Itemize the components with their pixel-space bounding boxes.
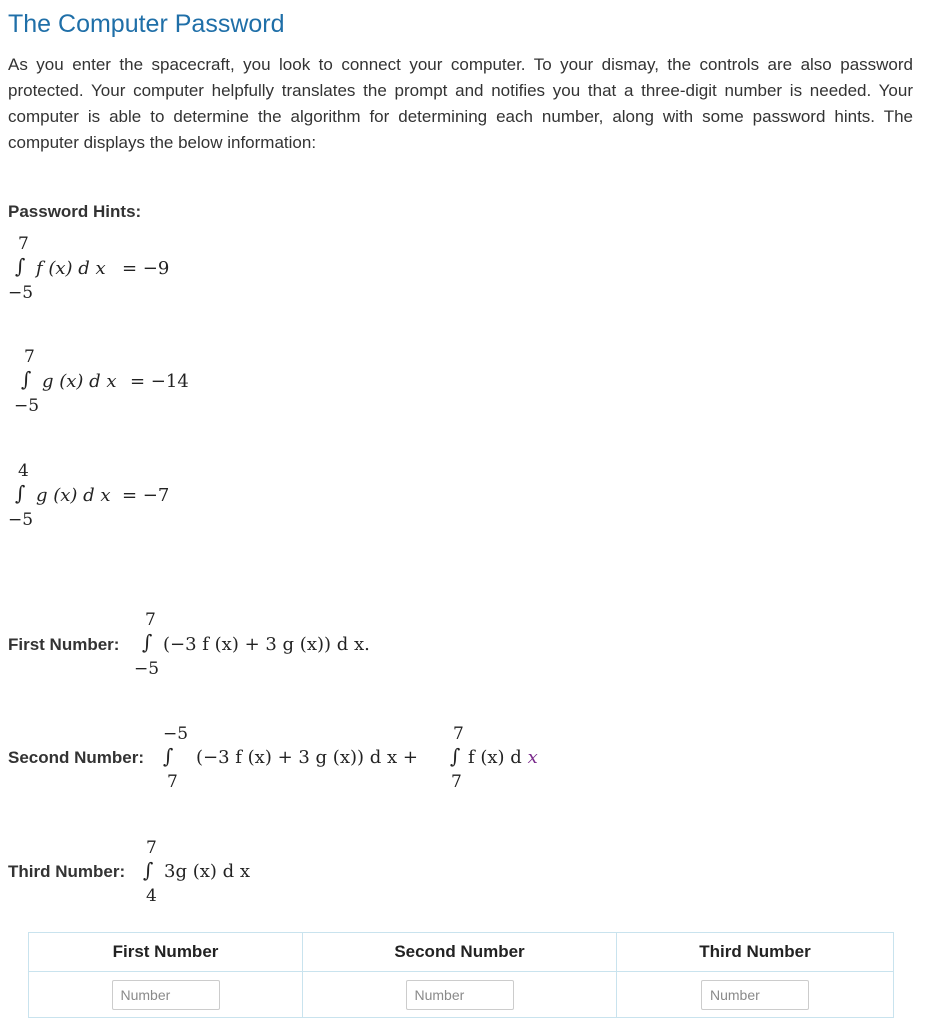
third-number-input[interactable]	[701, 980, 809, 1010]
upper-limit: 7	[24, 347, 35, 367]
second-number-expression: (−3 f (x) + 3 g (x)) d x +	[196, 747, 418, 768]
integrand: g (x) d x	[36, 485, 111, 506]
second-number-cell	[303, 972, 617, 1018]
lower-limit: −5	[14, 396, 40, 416]
integral-sign: ∫	[15, 481, 26, 505]
integral-sign: ∫	[21, 367, 32, 391]
first-number-cell	[29, 972, 303, 1018]
third-number-expression: 3g (x) d x	[164, 861, 251, 882]
hint-result: = −9	[122, 258, 170, 279]
header-first-number: First Number	[29, 933, 303, 972]
table-header-row	[29, 933, 894, 972]
header-second-number: Second Number	[303, 933, 617, 972]
upper-limit: 7	[145, 610, 156, 630]
third-number-label: Third Number:	[8, 862, 126, 881]
hints-label: Password Hints:	[8, 202, 142, 221]
hint-result: = −7	[122, 485, 170, 506]
first-number-expression: (−3 f (x) + 3 g (x)) d x.	[163, 634, 370, 655]
first-number-label: First Number:	[8, 635, 120, 654]
upper-limit: 7	[18, 234, 29, 254]
integrand-2: f (x) d	[468, 747, 522, 768]
integrand: f (x) d x	[36, 258, 106, 279]
lower-limit: −5	[134, 659, 160, 679]
integral-sign: ∫	[143, 858, 154, 882]
integrand: g (x) d x	[42, 371, 117, 392]
header-third-number: Third Number	[617, 933, 894, 972]
second-number-label: Second Number:	[8, 748, 145, 767]
lower-limit-2: 7	[451, 772, 462, 792]
answer-table	[28, 932, 894, 1018]
integral-sign: ∫	[163, 744, 174, 768]
table-row	[29, 972, 894, 1018]
integral-sign-2: ∫	[450, 744, 461, 768]
integral-sign: ∫	[142, 630, 153, 654]
third-number-cell	[617, 972, 894, 1018]
second-number-input[interactable]	[406, 980, 514, 1010]
upper-limit: 4	[18, 461, 29, 481]
upper-limit: −5	[163, 724, 189, 744]
lower-limit: 7	[167, 772, 178, 792]
hint-result: = −14	[130, 371, 189, 392]
intro-paragraph: As you enter the spacecraft, you look to connect your computer. To your dismay, the controls are also password protected. Your computer helpfully translates the prompt and notifies you that a three-digit number is needed. Your computer is able to determine the algorithm for determining each number, along with some password hints. The computer displays the below information:	[8, 55, 913, 152]
page-title: The Computer Password	[8, 10, 285, 38]
integral-sign: ∫	[15, 254, 26, 278]
variable-x: x	[527, 747, 538, 768]
upper-limit: 7	[146, 838, 157, 858]
upper-limit-2: 7	[453, 724, 464, 744]
first-number-input[interactable]	[112, 980, 220, 1010]
lower-limit: −5	[8, 283, 34, 303]
lower-limit: 4	[146, 886, 157, 906]
second-number-expression-2	[468, 747, 538, 768]
lower-limit: −5	[8, 510, 34, 530]
